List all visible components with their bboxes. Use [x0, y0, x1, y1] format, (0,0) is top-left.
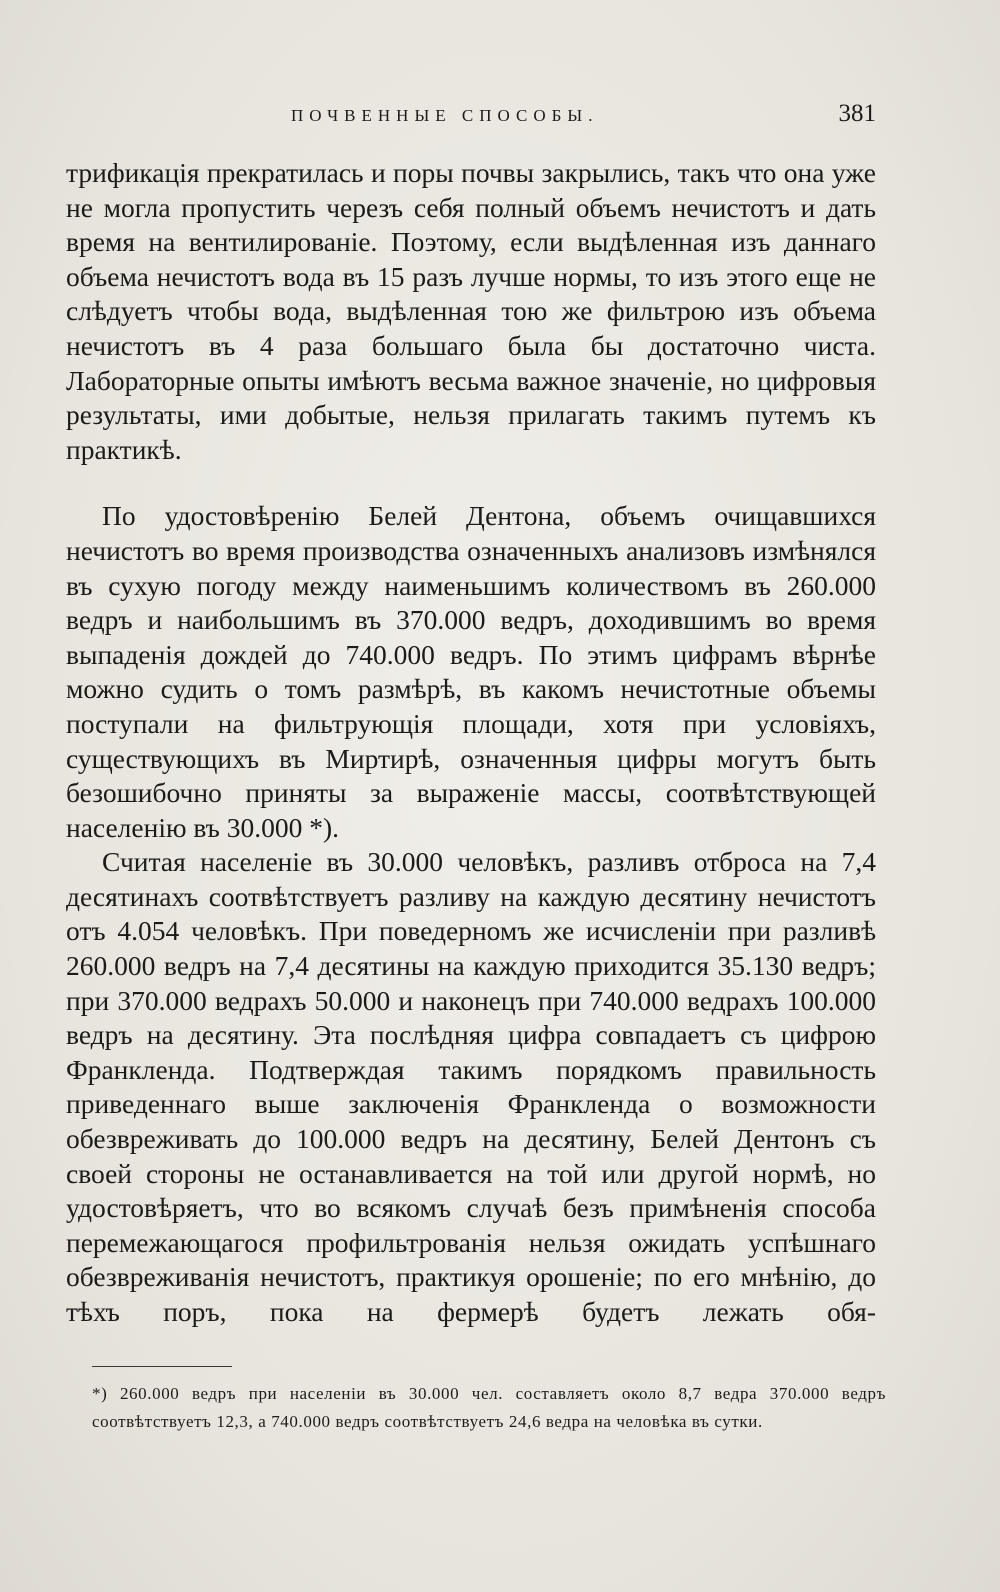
paragraph-2: По удостовѣренію Белей Дентона, объемъ очищавшихся нечистотъ во время производства означенныхъ анализовъ измѣнялся въ сухую погоду между наименьшимъ количествомъ въ 260.000 ведръ и наибольшимъ въ 370.000 ведръ, доходившимъ во время выпаденія дождей до 740.000 ведръ. По этимъ цифрамъ вѣрнѣе можно судить о томъ размѣрѣ, въ какомъ нечистотные объемы поступали на фильтрующія площади, хотя при условіяхъ, существующихъ въ Миртирѣ, означенныя цифры могутъ быть безошибочно приняты за выраженіе массы, соотвѣтствующей населенію въ 30.000 *).	[66, 500, 876, 843]
page-number: 381	[838, 100, 876, 127]
paragraph-3: Считая населеніе въ 30.000 человѣкъ, разливъ отброса на 7,4 десятинахъ соотвѣтствуетъ разливу на каждую десятину нечистотъ отъ 4.054 человѣкъ. При поведерномъ же исчисленіи при разливѣ 260.000 ведръ на 7,4 десятины на каждую приходится 35.130 ведръ; при 370.000 ведрахъ 50.000 и наконецъ при 740.000 ведрахъ 100.000 ведръ на десятину. Эта послѣдняя цифра совпадаетъ съ цифрою Франкленда. Подтверждая такимъ порядкомъ правильность приведеннаго выше заключенія Франкленда о возможности обезвреживать до 100.000 ведръ на десятину, Белей Дентонъ съ своей стороны не останавливается на той или другой нормѣ, но удостовѣряетъ, что во всякомъ случаѣ безъ примѣненія способа перемежающагося профильтрованія нельзя ожидать успѣшнаго обезвреживанія нечистотъ, практикуя орошеніе; по его мнѣнію, до тѣхъ поръ, пока на фермерѣ будетъ лежать обя-	[66, 846, 876, 1327]
footnote	[92, 1380, 886, 1436]
footnote-divider	[92, 1366, 232, 1367]
paragraph-1: трификація прекратилась и поры почвы закрылись, такъ что она уже не могла пропустить черезъ себя полный объемъ нечистотъ и дать время на вентилированіе. Поэтому, если выдѣленная изъ даннаго объема нечистотъ вода въ 15 разъ лучше нормы, то изъ этого еще не слѣдуетъ чтобы вода, выдѣленная тою же фильтрою изъ объема нечистотъ въ 4 раза большаго была бы достаточно чиста. Лабораторные опыты имѣютъ весьма важное значеніе, но цифровыя результаты, ими добытые, нельзя прилагать такимъ путемъ къ практикѣ.	[66, 157, 876, 465]
running-title: ПОЧВЕННЫЕ СПОСОБЫ.	[291, 106, 599, 125]
footnote-text: *) 260.000 ведръ при населеніи въ 30.000 чел. составляетъ около 8,7 ведра 370.000 ведръ соотвѣтствуетъ 12,3, а 740.000 ведръ соотвѣтствуетъ 24,6 ведра на человѣка въ сутки.	[92, 1384, 886, 1431]
running-header	[66, 100, 876, 134]
body-text	[66, 156, 876, 1330]
